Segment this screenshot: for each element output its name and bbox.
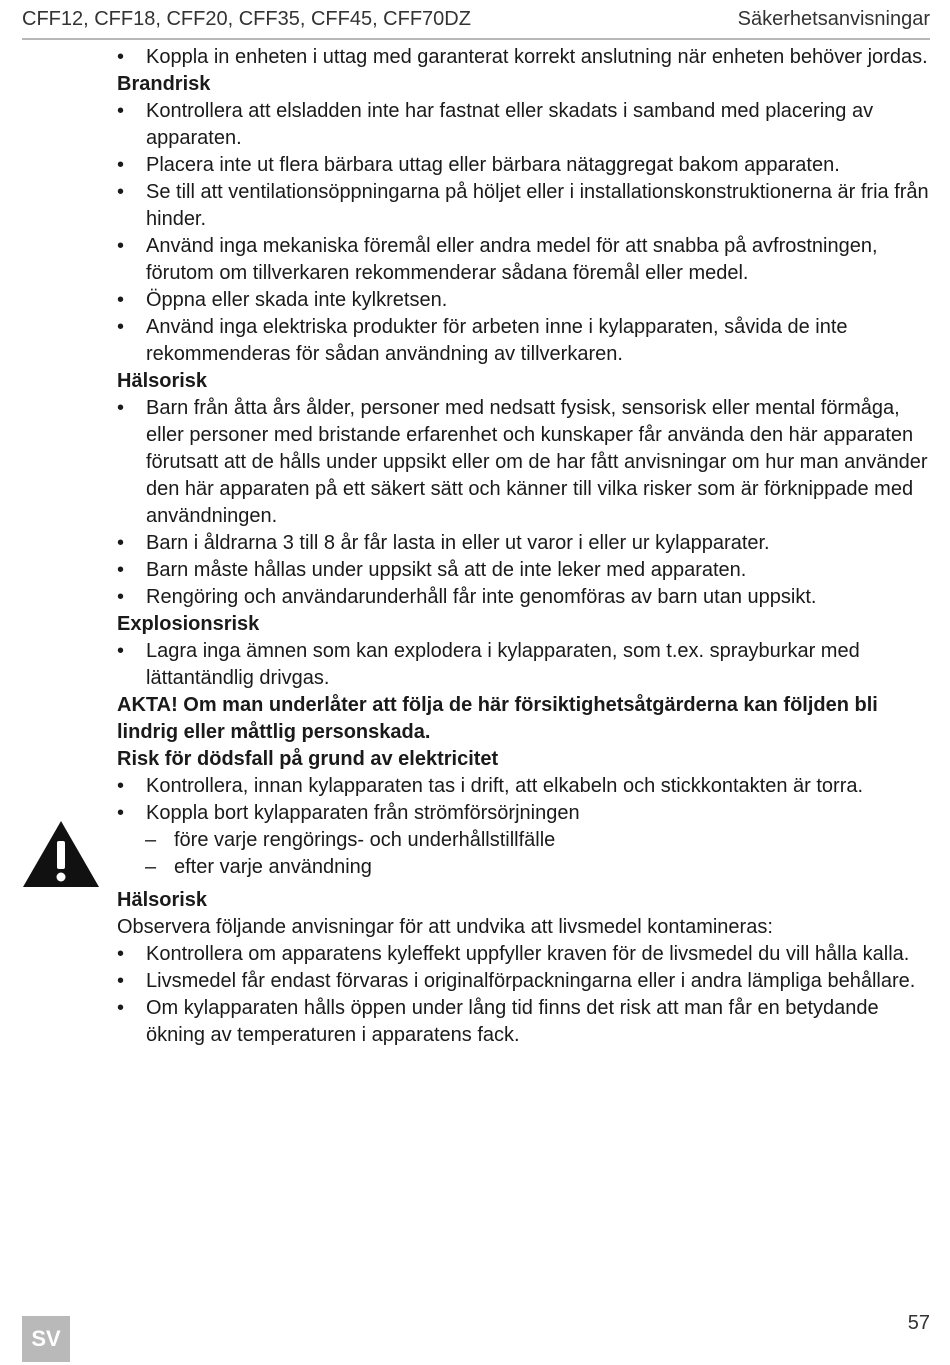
bullet-marker: • <box>117 997 125 1019</box>
bullet-item <box>117 968 932 995</box>
bullet-item <box>117 941 932 968</box>
bullet-text: Se till att ventilationsöppningarna på höljet eller i installationskonstruktionerna är fria från hinder. <box>146 181 929 230</box>
bullet-text: Kontrollera om apparatens kyleffekt uppfyller kraven för de livsmedel du vill hålla kalla. <box>146 943 910 965</box>
dash-marker: – <box>145 856 157 878</box>
bullet-marker: • <box>117 532 125 554</box>
bullet-text: Koppla bort kylapparaten från strömförsörjningen <box>146 802 580 824</box>
bullet-text: Lagra inga ämnen som kan explodera i kylapparaten, som t.ex. sprayburkar med lättantändlig drivgas. <box>146 640 860 689</box>
section-heading: Hälsorisk <box>117 370 208 392</box>
bullet-marker: • <box>117 559 125 581</box>
bullet-marker: • <box>117 181 125 203</box>
bullet-text: Använd inga mekaniska föremål eller andra medel för att snabba på avfrostningen, förutom om tillverkaren rekommenderar sådana föremål eller medel. <box>146 235 878 284</box>
bullet-item <box>117 233 932 287</box>
bullet-item <box>117 179 932 233</box>
bullet-marker: • <box>117 397 125 419</box>
bullet-marker: • <box>117 640 125 662</box>
language-tab: SV <box>22 1316 70 1362</box>
bullet-marker: • <box>117 802 125 824</box>
bullet-marker: • <box>117 100 125 122</box>
section-heading: Explosionsrisk <box>117 613 260 635</box>
page-header <box>22 6 930 40</box>
dash-item <box>117 854 932 881</box>
dash-text: efter varje användning <box>174 856 372 878</box>
bullet-item <box>117 287 932 314</box>
caution-notice: AKTA! Om man underlåter att följa de här försiktighetsåtgärderna kan följden bli lindrig eller måttlig personskada. <box>117 694 878 743</box>
dash-item <box>117 827 932 854</box>
bullet-text: Om kylapparaten hålls öppen under lång tid finns det risk att man får en betydande ökning av temperaturen i apparatens fack. <box>146 997 879 1046</box>
bullet-marker: • <box>117 943 125 965</box>
bullet-item <box>117 557 932 584</box>
section-heading: Hälsorisk <box>117 889 208 911</box>
bullet-text: Placera inte ut flera bärbara uttag eller bärbara nätaggregat bakom apparaten. <box>146 154 840 176</box>
bullet-marker: • <box>117 289 125 311</box>
bullet-text: Livsmedel får endast förvaras i originalförpackningarna eller i andra lämpliga behållare. <box>146 970 916 992</box>
bullet-item <box>117 395 932 530</box>
bullet-marker: • <box>117 46 125 68</box>
bullet-item <box>117 530 932 557</box>
bullet-item <box>117 773 932 800</box>
dash-marker: – <box>145 829 157 851</box>
section-heading: Risk för dödsfall på grund av elektricitet <box>117 748 499 770</box>
bullet-marker: • <box>117 586 125 608</box>
bullet-text: Rengöring och användarunderhåll får inte genomföras av barn utan uppsikt. <box>146 586 817 608</box>
section-heading: Brandrisk <box>117 73 211 95</box>
bullet-item <box>117 152 932 179</box>
bullet-marker: • <box>117 775 125 797</box>
bullet-marker: • <box>117 316 125 338</box>
bullet-item <box>117 995 932 1049</box>
dash-text: före varje rengörings- och underhållstillfälle <box>174 829 556 851</box>
bullet-item <box>117 800 932 827</box>
bullet-marker: • <box>117 154 125 176</box>
warning-triangle-icon <box>22 820 100 888</box>
bullet-marker: • <box>117 970 125 992</box>
bullet-text: Använd inga elektriska produkter för arbeten inne i kylapparaten, såvida de inte rekommenderas för sådan användning av tillverkaren. <box>146 316 848 365</box>
bullet-text: Barn i åldrarna 3 till 8 år får lasta in eller ut varor i eller ur kylapparater. <box>146 532 770 554</box>
section-title: Säkerhetsanvisningar <box>737 8 930 30</box>
bullet-item <box>117 98 932 152</box>
paragraph: Observera följande anvisningar för att undvika att livsmedel kontamineras: <box>117 916 773 938</box>
bullet-marker: • <box>117 235 125 257</box>
bullet-text: Koppla in enheten i uttag med garanterat korrekt anslutning när enheten behöver jordas. <box>146 46 928 68</box>
bullet-text: Öppna eller skada inte kylkretsen. <box>146 289 448 311</box>
document-body <box>117 44 932 1049</box>
bullet-text: Barn måste hållas under uppsikt så att de inte leker med apparaten. <box>146 559 747 581</box>
page-number: 57 <box>907 1312 930 1334</box>
bullet-text: Barn från åtta års ålder, personer med nedsatt fysisk, sensorisk eller mental förmåga, eller personer med bristande erfarenhet och kunskaper får använda den här apparaten förutsatt att de hålls under uppsikt eller om de har fått anvisningar om hur man använder den här apparaten på ett säkert sätt och känner till vilka risker som är förknippade med användningen. <box>146 397 928 527</box>
bullet-item <box>117 584 932 611</box>
model-list: CFF12, CFF18, CFF20, CFF35, CFF45, CFF70DZ <box>22 8 471 30</box>
bullet-item <box>117 638 932 692</box>
bullet-item <box>117 44 932 71</box>
bullet-text: Kontrollera att elsladden inte har fastnat eller skadats i samband med placering av apparaten. <box>146 100 874 149</box>
bullet-item <box>117 314 932 368</box>
bullet-text: Kontrollera, innan kylapparaten tas i drift, att elkabeln och stickkontakten är torra. <box>146 775 864 797</box>
